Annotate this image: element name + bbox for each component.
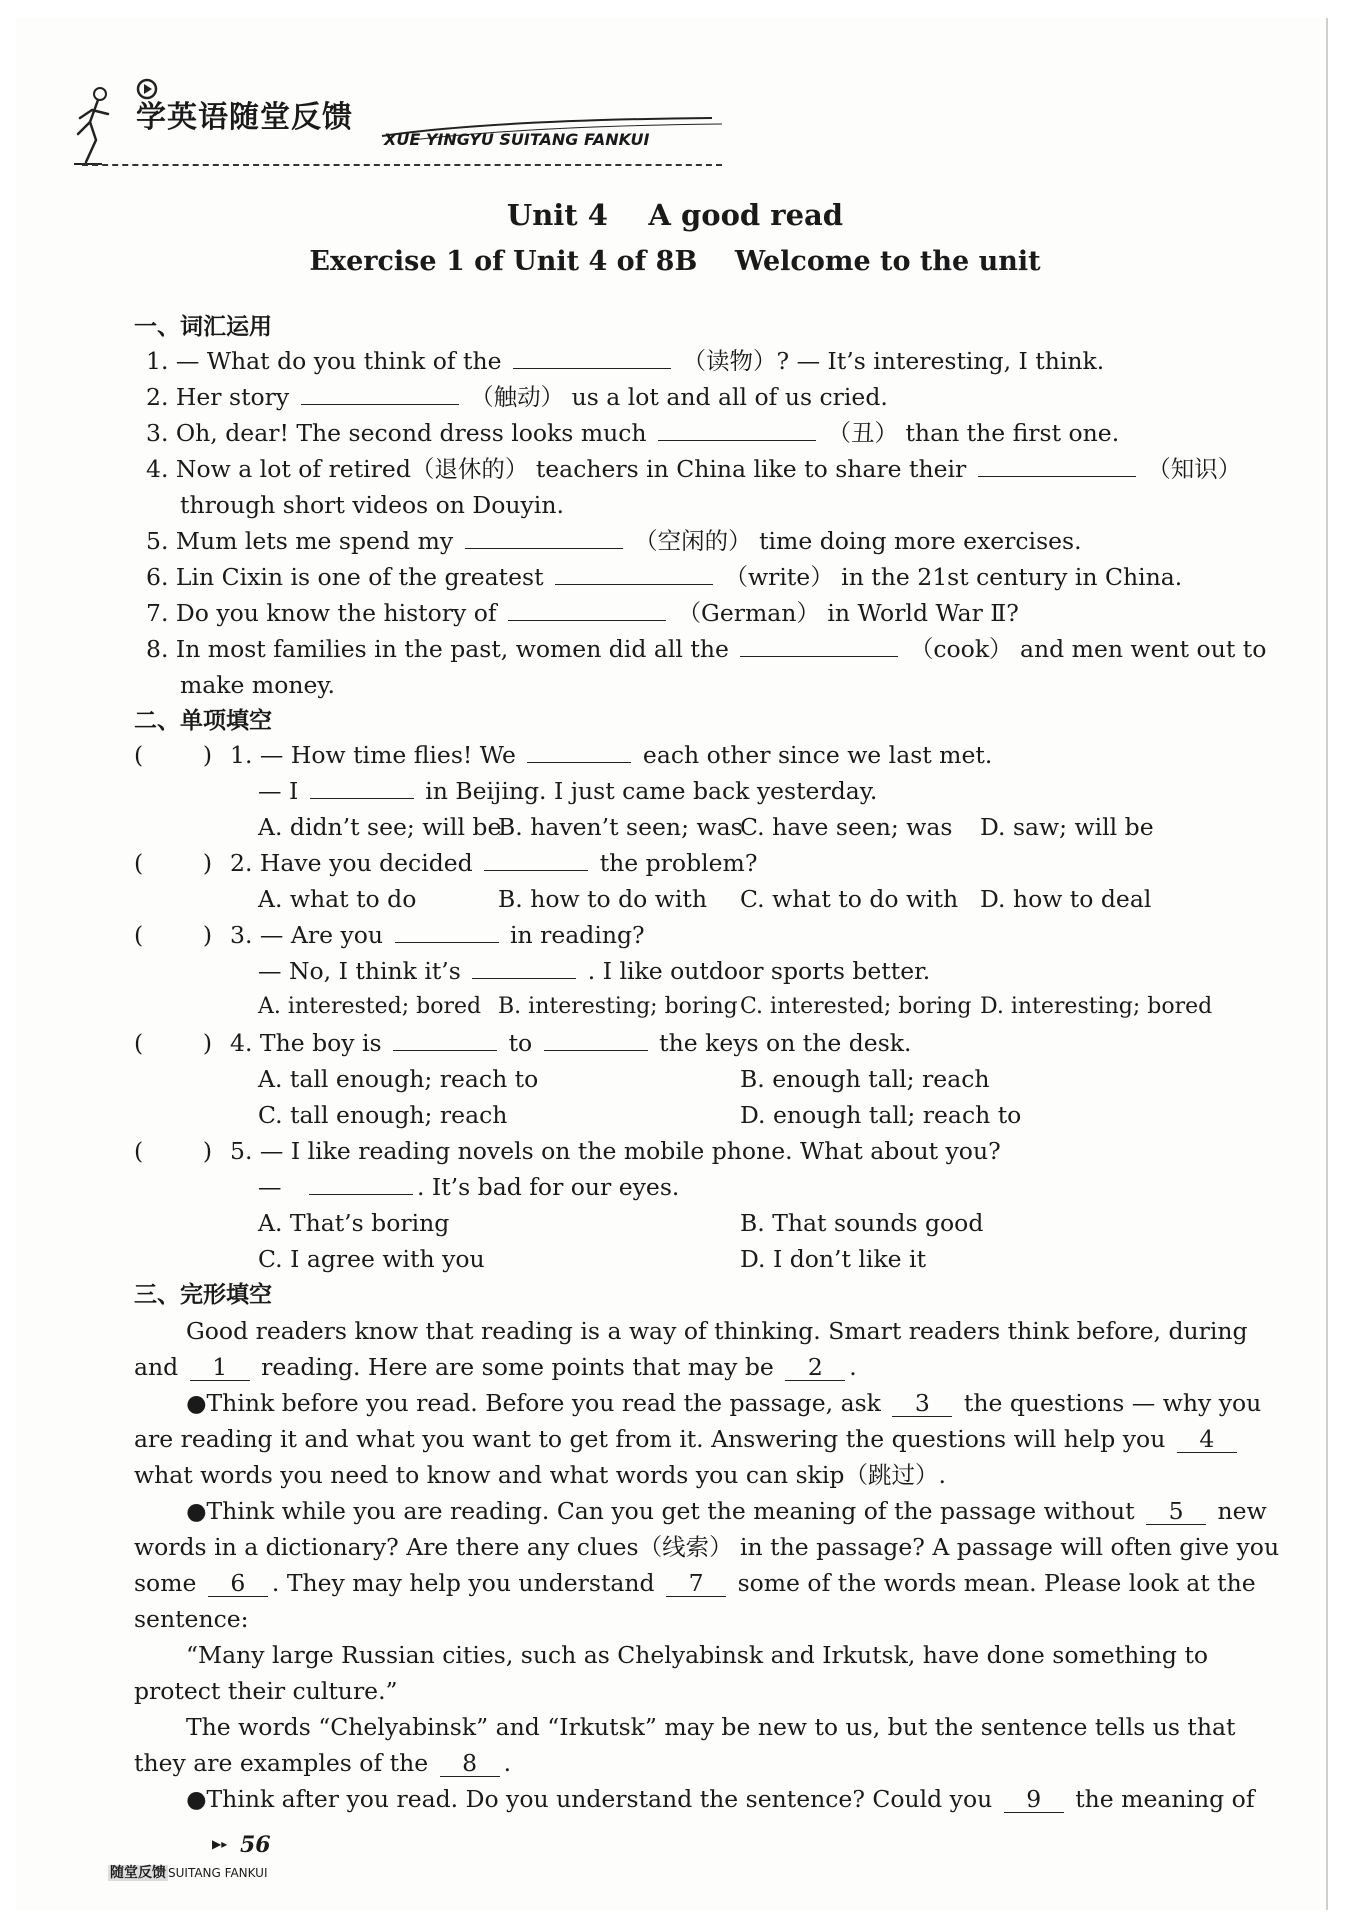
option-a[interactable]: A. That’s boring: [258, 1209, 450, 1237]
option-c[interactable]: C. what to do with: [740, 885, 959, 913]
option-b[interactable]: B. how to do with: [498, 885, 708, 913]
cloze-blank-1[interactable]: 1: [190, 1354, 250, 1381]
option-a[interactable]: A. didn’t see; will be: [258, 813, 502, 841]
cloze-line: are reading it and what you want to get from it. Answering the questions will help you 4: [134, 1424, 1241, 1454]
cloze-blank-7[interactable]: 7: [666, 1570, 726, 1597]
mc-question-4: 4. The boy is to the keys on the desk.: [230, 1029, 912, 1057]
cloze-line: and 1 reading. Here are some points that may be 2 .: [134, 1353, 857, 1381]
cloze-line: ●Think after you read. Do you understand the sentence? Could you 9 the meaning of: [186, 1785, 1255, 1813]
option-c[interactable]: C. have seen; was: [740, 813, 953, 841]
mc-question-1: 1. — How time flies! We each other since we last met.: [230, 741, 993, 769]
option-b[interactable]: B. interesting; boring: [498, 994, 738, 1019]
option-b[interactable]: B. That sounds good: [740, 1209, 984, 1237]
answer-blank[interactable]: [740, 634, 898, 657]
option-d[interactable]: D. I don’t like it: [740, 1245, 927, 1273]
answer-blank[interactable]: [301, 382, 459, 405]
section-heading-cloze: 三、完形填空: [134, 1282, 272, 1308]
page-number: 56: [240, 1832, 271, 1858]
answer-blank: [484, 848, 588, 871]
cloze-line: ●Think while you are reading. Can you get the meaning of the passage without 5 new: [186, 1497, 1267, 1525]
cloze-line: some 6 . They may help you understand 7 some of the words mean. Please look at the: [134, 1569, 1256, 1597]
answer-blank: [472, 956, 576, 979]
option-a[interactable]: A. interested; bored: [258, 994, 482, 1019]
option-c[interactable]: C. interested; boring: [740, 994, 972, 1019]
cloze-line: they are examples of the 8 .: [134, 1749, 512, 1777]
answer-blank: [310, 776, 414, 799]
answer-blank[interactable]: [978, 454, 1136, 477]
cloze-line: “Many large Russian cities, such as Chelyabinsk and Irkutsk, have done something to: [186, 1641, 1209, 1669]
unit-title: Unit 4 A good read: [506, 198, 844, 232]
option-a[interactable]: A. what to do: [258, 885, 417, 913]
answer-paren[interactable]: ( ): [134, 741, 213, 769]
answer-blank: [527, 740, 631, 763]
mc-question-2: 2. Have you decided the problem?: [230, 849, 758, 877]
cloze-line: sentence:: [134, 1605, 249, 1633]
answer-blank: [544, 1028, 648, 1051]
vocab-item-2: 2. Her story （触动） us a lot and all of us cried.: [146, 383, 888, 411]
option-d[interactable]: D. enough tall; reach to: [740, 1101, 1022, 1129]
vocab-item-8-cont: make money.: [180, 671, 336, 699]
runner-logo-icon: [72, 84, 116, 166]
cloze-blank-5[interactable]: 5: [1146, 1498, 1206, 1525]
answer-blank: [393, 1028, 497, 1051]
page-arrow-icon: ▶▸: [212, 1837, 228, 1851]
answer-paren[interactable]: ( ): [134, 921, 213, 949]
vocab-item-4-cont: through short videos on Douyin.: [180, 491, 564, 519]
cloze-blank-6[interactable]: 6: [208, 1570, 268, 1597]
option-d[interactable]: D. saw; will be: [980, 813, 1154, 841]
mc-question-5-reply: — . It’s bad for our eyes.: [258, 1173, 680, 1201]
vocab-item-8: 8. In most families in the past, women did all the （cook） and men went out to: [146, 635, 1267, 663]
answer-blank: [309, 1172, 413, 1195]
cloze-blank-2[interactable]: 2: [785, 1354, 845, 1381]
option-c[interactable]: C. tall enough; reach: [258, 1101, 508, 1129]
cloze-line: words in a dictionary? Are there any clues（线索） in the passage? A passage will often give you: [134, 1533, 1280, 1561]
mc-question-3-reply: — No, I think it’s . I like outdoor sports better.: [258, 957, 931, 985]
cloze-line: Good readers know that reading is a way of thinking. Smart readers think before, during: [186, 1317, 1248, 1345]
cloze-line: ●Think before you read. Before you read the passage, ask 3 the questions — why you: [186, 1389, 1262, 1417]
answer-blank[interactable]: [508, 598, 666, 621]
answer-blank[interactable]: [658, 418, 816, 441]
answer-blank[interactable]: [513, 346, 671, 369]
answer-blank[interactable]: [555, 562, 713, 585]
answer-paren[interactable]: ( ): [134, 849, 213, 877]
header-divider: [82, 164, 722, 166]
footer-label: 随堂反馈 SUITANG FANKUI: [110, 1865, 268, 1881]
cloze-blank-3[interactable]: 3: [892, 1390, 952, 1417]
mc-question-1-reply: — I in Beijing. I just came back yesterday.: [258, 777, 878, 805]
answer-blank: [395, 920, 499, 943]
vocab-item-7: 7. Do you know the history of （German） in World War Ⅱ?: [146, 599, 1019, 627]
cloze-blank-8[interactable]: 8: [440, 1750, 500, 1777]
answer-blank[interactable]: [465, 526, 623, 549]
cloze-blank-4[interactable]: 4: [1177, 1426, 1237, 1453]
mc-question-5: 5. — I like reading novels on the mobile phone. What about you?: [230, 1137, 1001, 1165]
cloze-line: The words “Chelyabinsk” and “Irkutsk” may be new to us, but the sentence tells us that: [186, 1713, 1236, 1741]
vocab-item-6: 6. Lin Cixin is one of the greatest （write） in the 21st century in China.: [146, 563, 1183, 591]
cloze-blank-9[interactable]: 9: [1004, 1786, 1064, 1813]
vocab-item-3: 3. Oh, dear! The second dress looks much （丑） than the first one.: [146, 419, 1120, 447]
section-heading-multiple-choice: 二、单项填空: [134, 708, 272, 734]
answer-paren[interactable]: ( ): [134, 1029, 213, 1057]
cloze-line: protect their culture.”: [134, 1677, 398, 1705]
vocab-item-5: 5. Mum lets me spend my （空闲的） time doing more exercises.: [146, 527, 1082, 555]
section-heading-vocabulary: 一、词汇运用: [134, 314, 272, 340]
book-header: [72, 78, 672, 168]
option-a[interactable]: A. tall enough; reach to: [258, 1065, 539, 1093]
mc-question-3: 3. — Are you in reading?: [230, 921, 645, 949]
answer-paren[interactable]: ( ): [134, 1137, 213, 1165]
exercise-title: Exercise 1 of Unit 4 of 8B Welcome to the unit: [309, 246, 1041, 277]
vocab-item-1: 1. — What do you think of the （读物）? — It’s interesting, I think.: [146, 347, 1105, 375]
option-c[interactable]: C. I agree with you: [258, 1245, 485, 1273]
book-title-zh: 学英语随堂反馈: [136, 100, 353, 135]
option-d[interactable]: D. how to deal: [980, 885, 1152, 913]
cloze-line: what words you need to know and what words you can skip（跳过）.: [134, 1461, 946, 1489]
option-b[interactable]: B. haven’t seen; was: [498, 813, 743, 841]
option-d[interactable]: D. interesting; bored: [980, 994, 1213, 1019]
option-b[interactable]: B. enough tall; reach: [740, 1065, 990, 1093]
book-title-en: XUE YINGYU SUITANG FANKUI: [384, 130, 650, 149]
vocab-item-4: 4. Now a lot of retired（退休的） teachers in China like to share their （知识）: [146, 455, 1242, 483]
